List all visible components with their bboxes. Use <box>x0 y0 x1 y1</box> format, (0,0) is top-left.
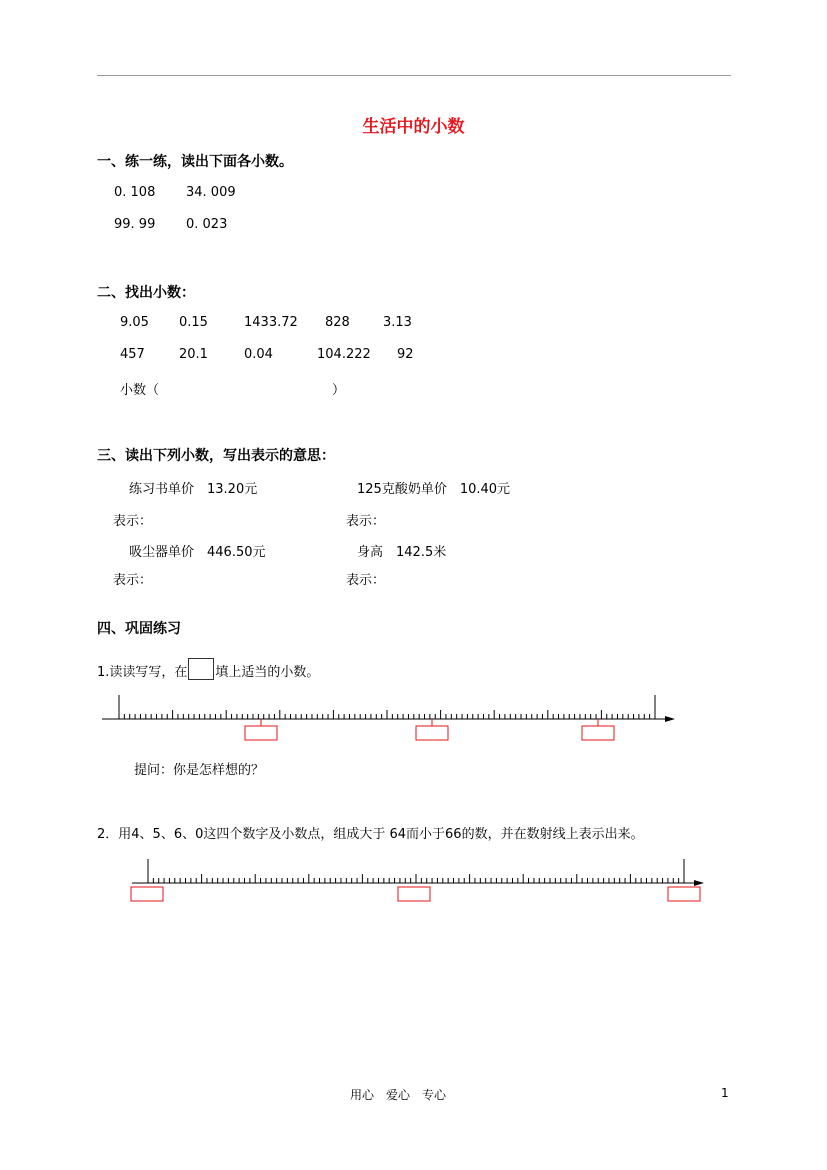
number-item: 1433.72 <box>244 315 298 330</box>
decimal-item: 99. 99 <box>114 217 156 232</box>
question-1-hint: 提问：你是怎样想的？ <box>134 763 265 778</box>
section2-heading: 二、找出小数： <box>97 285 195 301</box>
number-line-1 <box>102 695 675 722</box>
number-item: 92 <box>397 347 414 362</box>
answer-box <box>245 726 277 740</box>
footer-motto: 用心 爱心 专心 <box>350 1088 447 1102</box>
number-item: 3.13 <box>383 315 412 330</box>
arrow-icon <box>665 716 675 722</box>
answer-box <box>416 726 448 740</box>
number-item: 457 <box>120 347 145 362</box>
answer-box <box>131 887 163 901</box>
question-2: 2．用4、5、6、0这四个数字及小数点，组成大于 64而小于66的数，并在数射线上表示出来。 <box>97 827 644 842</box>
decimal-item: 0. 108 <box>114 185 156 200</box>
height-item: 身高 142.5米 <box>357 545 447 560</box>
answer-box <box>398 887 430 901</box>
number-item: 828 <box>325 315 350 330</box>
number-item: 104.222 <box>317 347 371 362</box>
meaning-label: 表示： <box>113 514 153 529</box>
answer-close-paren: ） <box>332 383 346 398</box>
price-item: 练习书单价 13.20元 <box>129 482 258 497</box>
question-1-text-after: 填上适当的小数。 <box>215 665 320 680</box>
answer-boxes <box>131 719 700 901</box>
price-item: 吸尘器单价 446.50元 <box>129 545 266 560</box>
arrow-icon <box>694 880 704 886</box>
answer-box <box>582 726 614 740</box>
page-number: 1 <box>721 1086 729 1100</box>
number-line-2 <box>132 859 704 886</box>
number-item: 0.04 <box>244 347 273 362</box>
decimal-item: 34. 009 <box>186 185 236 200</box>
meaning-label: 表示： <box>346 573 386 588</box>
section4-heading: 四、巩固练习 <box>97 621 181 637</box>
meaning-label: 表示： <box>113 573 153 588</box>
decimal-item: 0. 023 <box>186 217 228 232</box>
number-item: 0.15 <box>179 315 208 330</box>
section1-heading: 一、练一练，读出下面各小数。 <box>97 154 293 170</box>
price-item: 125克酸奶单价 10.40元 <box>357 482 511 497</box>
meaning-label: 表示： <box>346 514 386 529</box>
number-item: 20.1 <box>179 347 208 362</box>
page-title: 生活中的小数 <box>362 117 465 137</box>
question-1-text-before: 1.读读写写，在 <box>97 665 188 680</box>
section3-heading: 三、读出下列小数，写出表示的意思： <box>97 448 335 464</box>
answer-label: 小数（ <box>120 383 160 398</box>
answer-box <box>668 887 700 901</box>
number-item: 9.05 <box>120 315 149 330</box>
